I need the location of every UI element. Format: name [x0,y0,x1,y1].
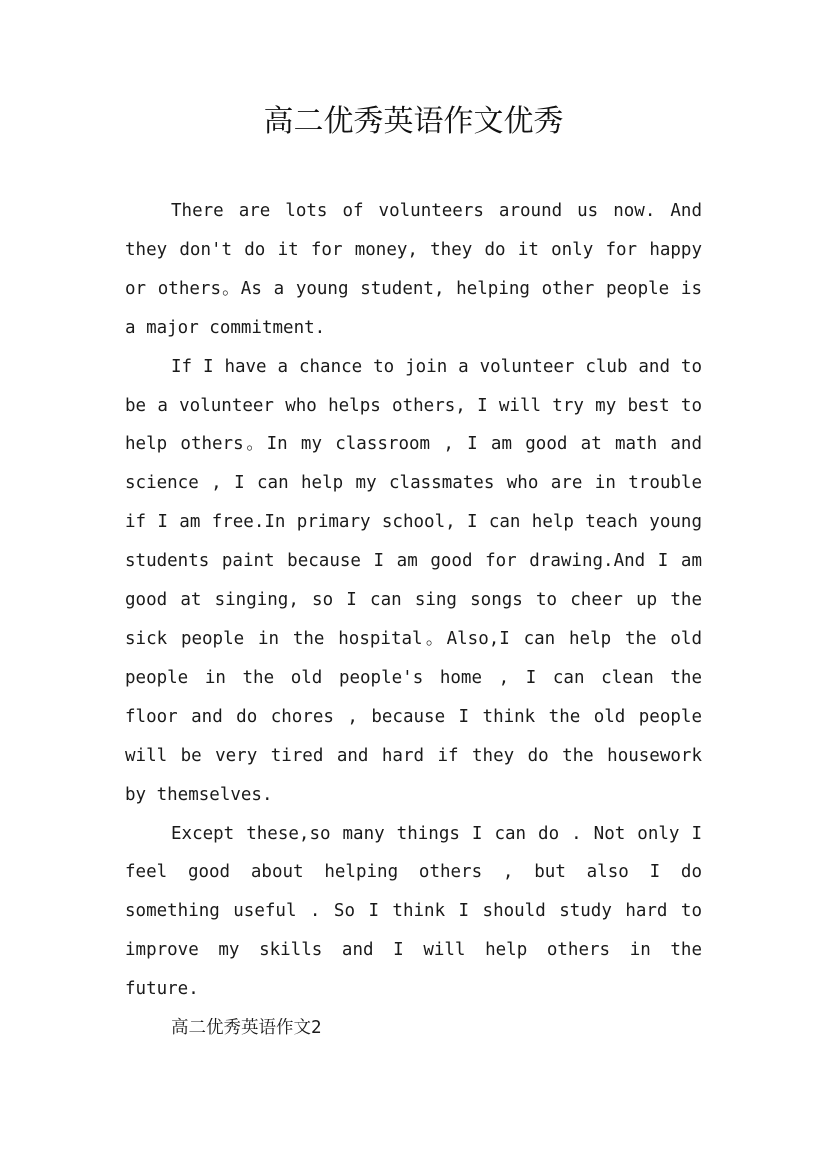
document-title: 高二优秀英语作文优秀 [263,104,564,139]
paragraph-2: If I have a chance to join a volunteer club and to be a volunteer who helps others, I will try my best to help others。In my classroom , I am good at math and science , I can help my classmates who are in trouble if I am free.In primary school, I can help teach young students paint because I am good for drawing.And I am good at singing, so I can sing songs to cheer up the sick people in the hospital。Also,I can help the old people in the old people's home , I can clean the floor and do chores , because I think the old people will be very tired and hard if they do the housework by themselves. [125,356,702,805]
paragraph-1: There are lots of volunteers around us now. And they don't do it for money, they do it only for happy or others。As a young student, helping other people is a major commitment. [125,201,702,338]
document-body [125,192,702,1048]
paragraph-3: Except these,so many things I can do . Not only I feel good about helping others , but also I do something useful . So I think I should study hard to improve my skills and I will help others in the future. [125,823,702,1000]
next-section-heading: 高二优秀英语作文2 [171,1018,322,1039]
